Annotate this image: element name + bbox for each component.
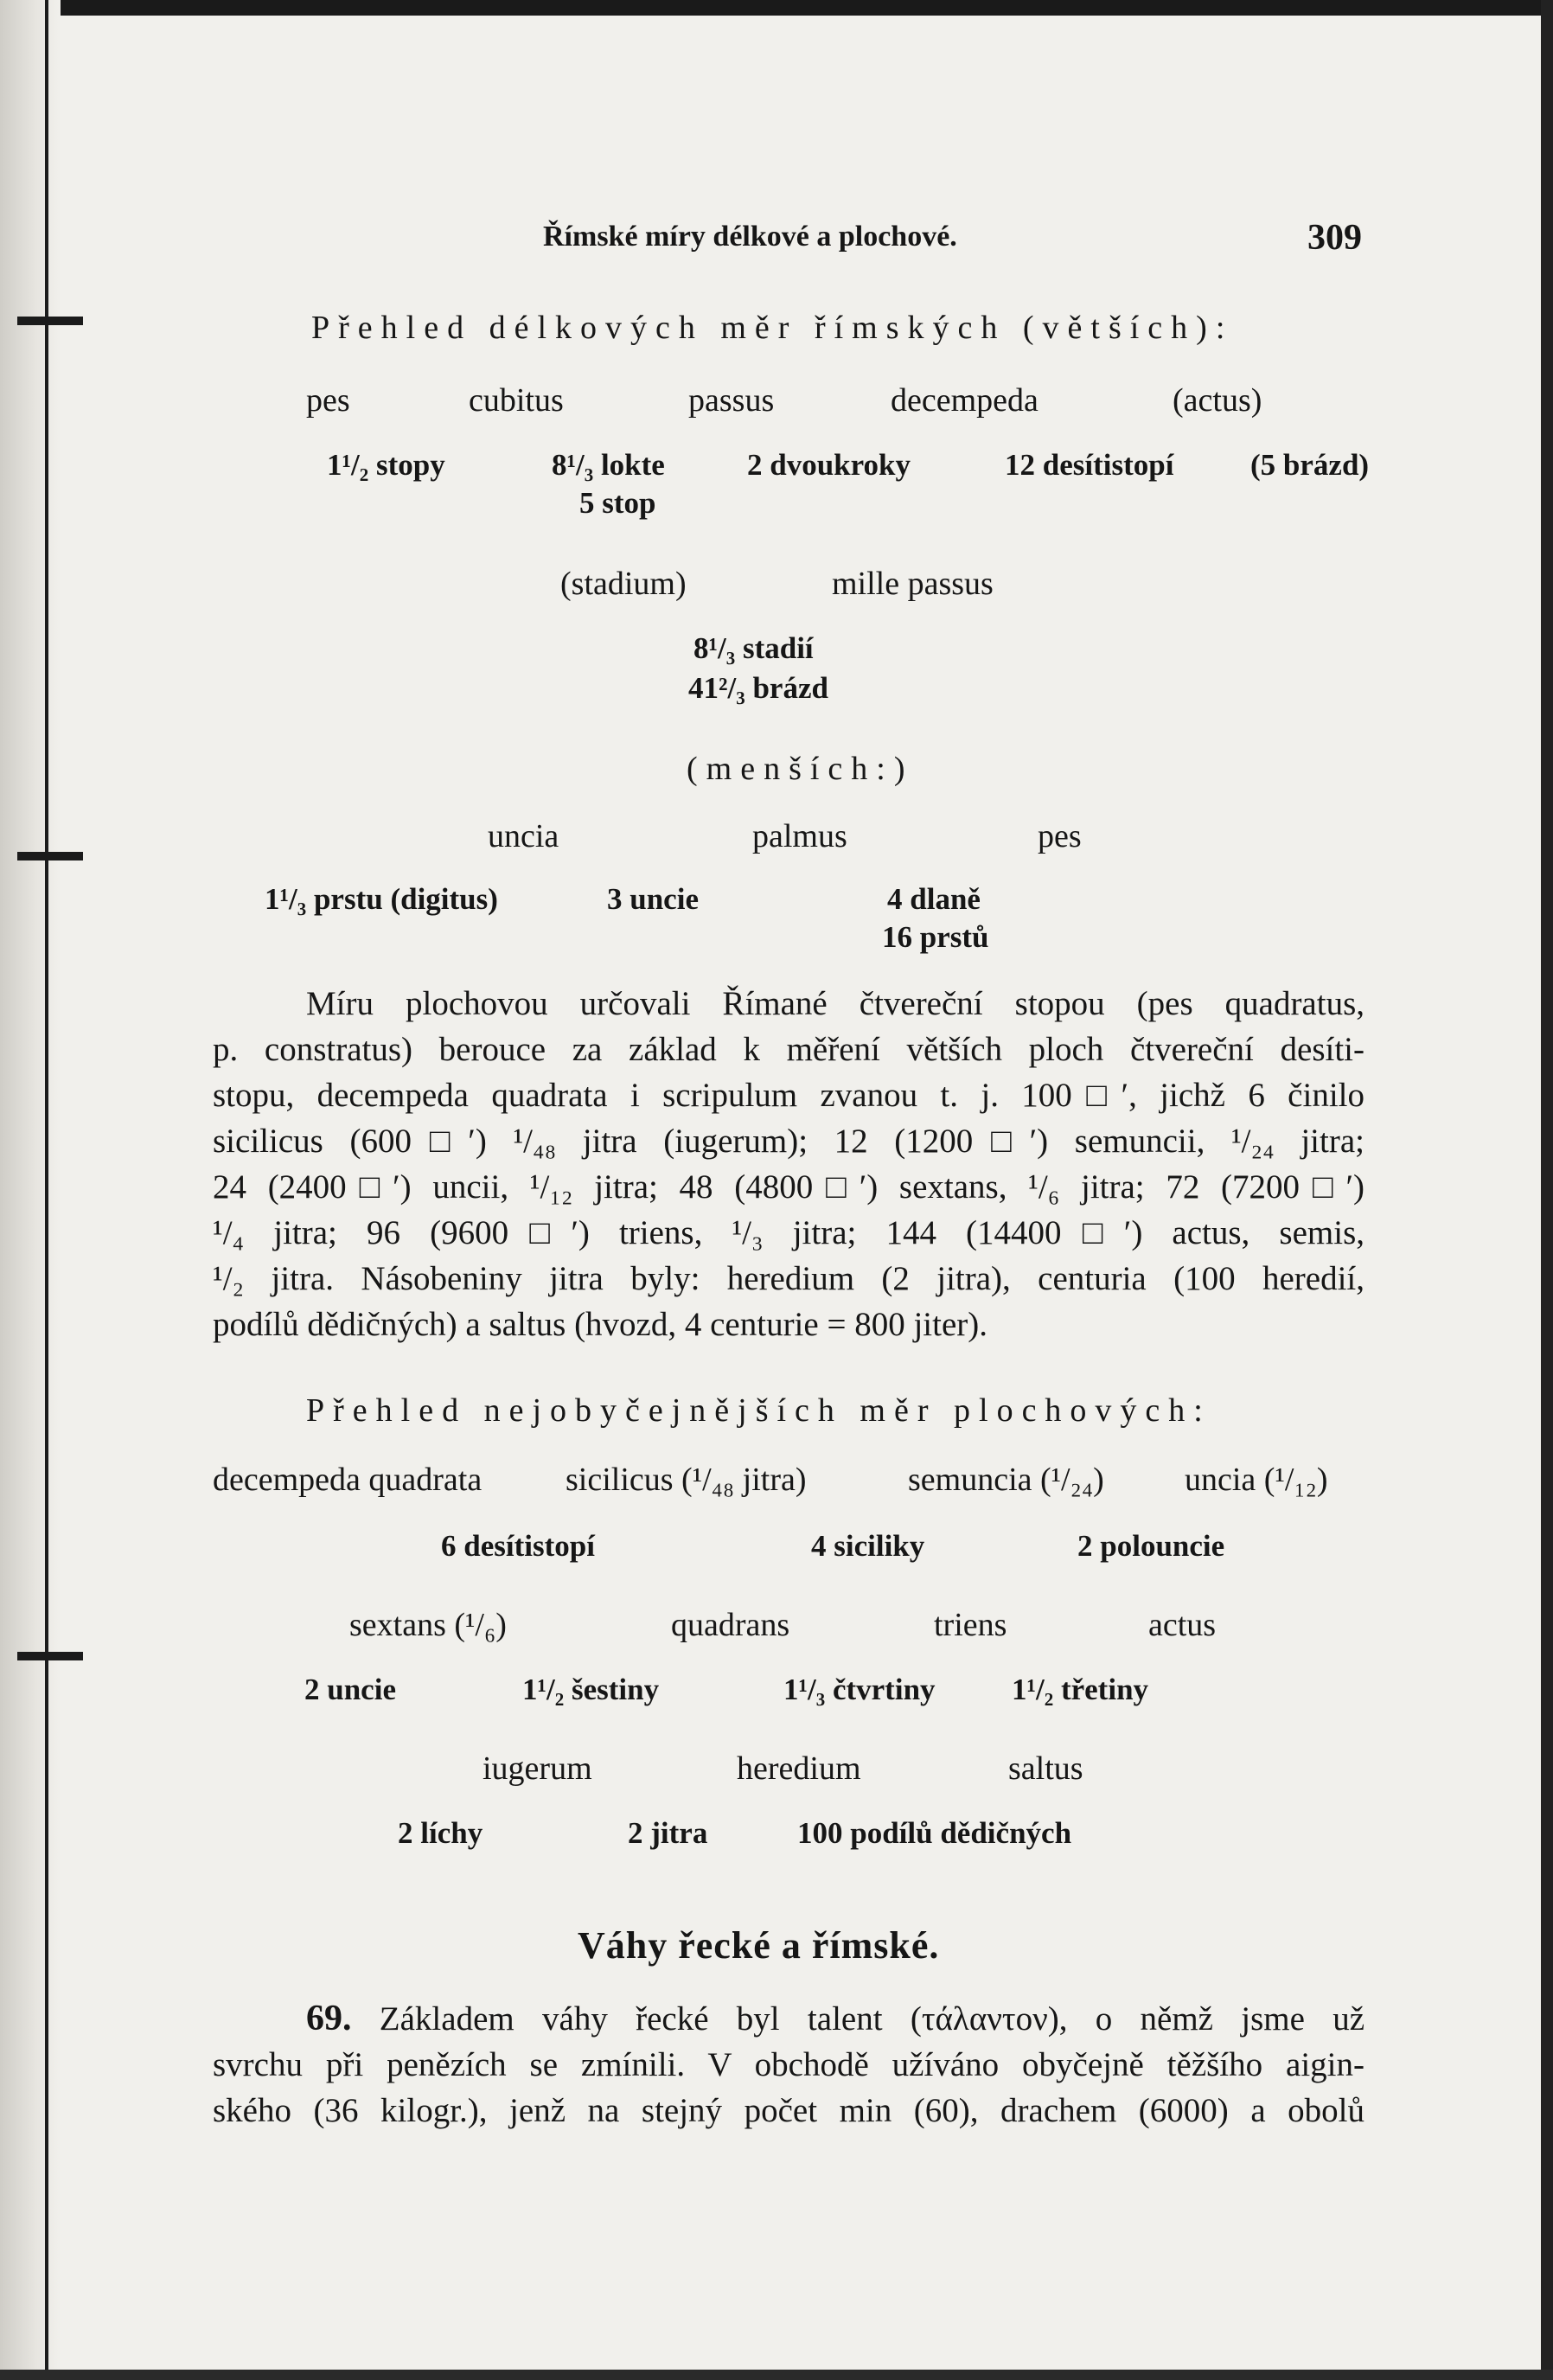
binding-tick xyxy=(17,1652,83,1660)
unit-actus-area: actus xyxy=(1148,1607,1217,1643)
unit-palmus: palmus xyxy=(752,818,847,854)
value-mille-passus-1: 8¹/₃ stadií xyxy=(693,631,814,665)
paragraph-line: svrchu při penězích se zmínili. V obchodě užíváno obyčejně těžšího aigin- xyxy=(213,2046,1364,2083)
length-small-heading: (menších:) xyxy=(687,751,914,787)
value-cubitus-extra: 5 stop xyxy=(579,486,656,520)
value-triens: 1¹/₃ čtvrtiny xyxy=(783,1673,936,1706)
value-actus: (5 brázd) xyxy=(1250,448,1370,482)
paragraph-line-text: Základem váhy řecké byl talent (τάλαντον), o němž jsme už xyxy=(379,2000,1365,2038)
unit-decempeda-quadrata: decempeda quadrata xyxy=(213,1462,483,1498)
value-sextans: 2 uncie xyxy=(304,1673,396,1706)
area-table-heading: Přehled nejobyčejnějších měr plochových: xyxy=(306,1392,1211,1429)
unit-cubitus: cubitus xyxy=(469,382,564,419)
binding-line xyxy=(45,0,48,2380)
paragraph-line: stopu, decempeda quadrata i scripulum zvanou t. j. 100□′, jichž 6 činilo xyxy=(213,1077,1364,1114)
value-decempeda-quadrata: 6 desítistopí xyxy=(441,1529,595,1563)
binding-tick xyxy=(17,317,83,325)
weights-paragraph xyxy=(213,1996,1364,2134)
value-heredium: 2 jitra xyxy=(628,1816,708,1850)
paragraph-line xyxy=(213,1996,1364,2042)
unit-pes-small: pes xyxy=(1038,818,1082,854)
unit-pes: pes xyxy=(306,382,350,419)
paragraph-line: sicilicus (600□′) ¹/₄₈ jitra (iugerum); 12 (1200□′) semuncii, ¹/₂₄ jitra; xyxy=(213,1123,1364,1160)
scan-right-edge xyxy=(1541,0,1553,2380)
value-actus-area: 1¹/₂ třetiny xyxy=(1012,1673,1149,1706)
paragraph-line: Míru plochovou určovali Římané čtvereční stopou (pes quadratus, xyxy=(306,985,1364,1022)
unit-heredium: heredium xyxy=(737,1750,861,1787)
area-paragraph xyxy=(213,981,1364,1347)
paragraph-line: podílů dědičných) a saltus (hvozd, 4 centurie = 800 jiter). xyxy=(213,1306,987,1343)
paragraph-line: ¹/₂ jitra. Násobeniny jitra byly: heredium (2 jitra), centuria (100 heredií, xyxy=(213,1260,1364,1297)
value-pes-small-1: 4 dlaně xyxy=(887,882,981,916)
unit-iugerum: iugerum xyxy=(483,1750,592,1787)
scan-top-edge xyxy=(0,0,1553,16)
value-semuncia: 2 polouncie xyxy=(1077,1529,1225,1563)
paragraph-line: p. constratus) berouce za základ k měření větších ploch čtvereční desíti- xyxy=(213,1031,1364,1068)
value-passus: 2 dvoukroky xyxy=(747,448,911,482)
unit-actus: (actus) xyxy=(1173,382,1262,419)
unit-saltus: saltus xyxy=(1008,1750,1083,1787)
length-large-heading: Přehled délkových měr římských (větších): xyxy=(311,310,1234,346)
unit-semuncia: semuncia (¹/₂₄) xyxy=(908,1462,1104,1498)
value-iugerum: 2 líchy xyxy=(398,1816,483,1850)
unit-decempeda: decempeda xyxy=(891,382,1039,419)
unit-passus: passus xyxy=(688,382,775,419)
paragraph-line: ¹/₄ jitra; 96 (9600□′) triens, ¹/₃ jitra; 144 (14400□′) actus, semis, xyxy=(213,1214,1364,1251)
unit-sextans: sextans (¹/₆) xyxy=(349,1607,507,1643)
unit-sicilicus: sicilicus (¹/₄₈ jitra) xyxy=(566,1462,807,1498)
unit-stadium: (stadium) xyxy=(560,566,687,602)
unit-quadrans: quadrans xyxy=(671,1607,790,1643)
unit-mille-passus: mille passus xyxy=(832,566,994,602)
value-palmus: 3 uncie xyxy=(607,882,699,916)
paragraph-line: ského (36 kilogr.), jenž na stejný počet min (60), drachem (6000) a obolů xyxy=(213,2092,1364,2129)
value-pes-small-2: 16 prstů xyxy=(882,920,989,954)
running-header-title: Římské míry délkové a plochové. xyxy=(543,221,957,253)
value-saltus: 100 podílů dědičných xyxy=(797,1816,1072,1850)
paragraph-line: 24 (2400□′) uncii, ¹/₁₂ jitra; 48 (4800□′) sextans, ¹/₆ jitra; 72 (7200□′) xyxy=(213,1168,1364,1206)
unit-uncia: uncia xyxy=(488,818,559,854)
unit-uncia-area: uncia (¹/₁₂) xyxy=(1185,1462,1328,1498)
unit-triens: triens xyxy=(934,1607,1007,1643)
value-cubitus: 8¹/₃ lokte xyxy=(552,448,665,482)
value-pes: 1¹/₂ stopy xyxy=(327,448,445,482)
value-mille-passus-2: 41²/₃ brázd xyxy=(688,671,828,705)
scan-bottom-edge xyxy=(0,2370,1553,2380)
binding-tick xyxy=(17,852,83,861)
value-sicilicus: 4 siciliky xyxy=(811,1529,925,1563)
paragraph-number: 69. xyxy=(306,1999,352,2038)
value-uncia: 1¹/₃ prstu (digitus) xyxy=(265,882,498,916)
weights-heading: Váhy řecké a římské. xyxy=(578,1924,940,1967)
value-decempeda: 12 desítistopí xyxy=(1005,448,1174,482)
value-quadrans: 1¹/₂ šestiny xyxy=(522,1673,660,1706)
book-binding-shadow xyxy=(0,0,61,2380)
page-number: 309 xyxy=(1307,218,1362,258)
